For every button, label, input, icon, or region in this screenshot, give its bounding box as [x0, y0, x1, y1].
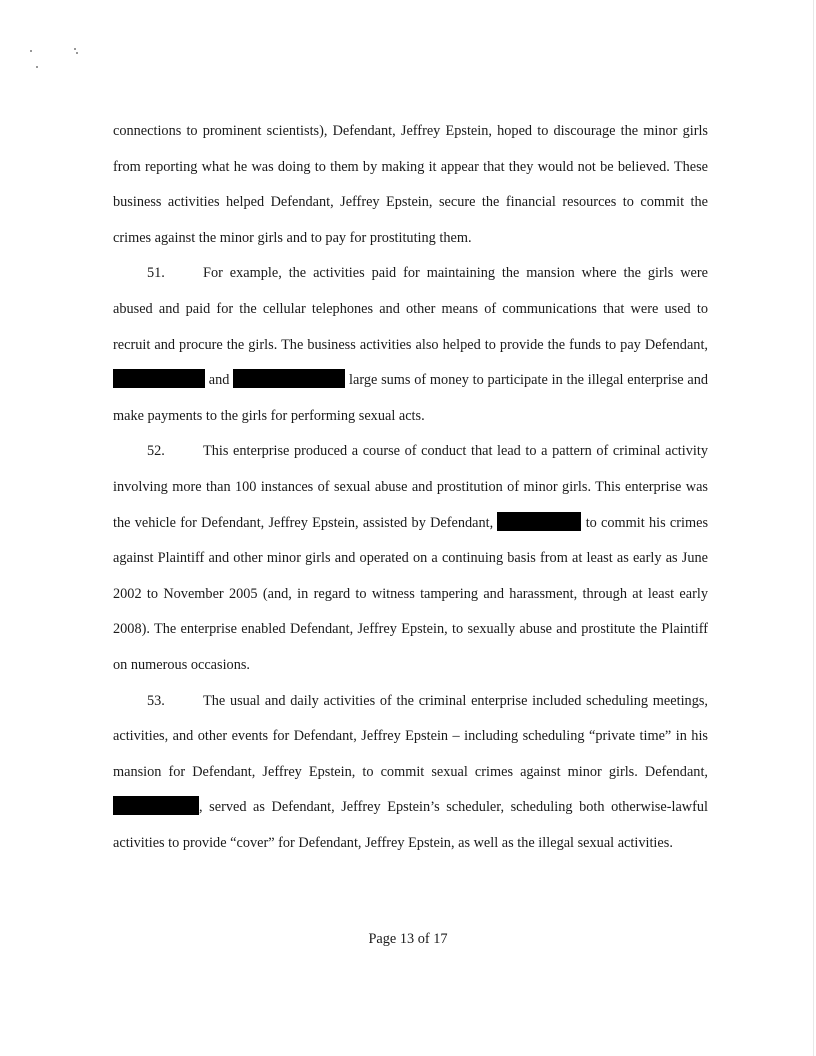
paragraph-number: 51. [147, 265, 165, 282]
paragraph-number: 52. [147, 443, 165, 460]
paragraph-text: This enterprise produced a course of conduct that lead to a pattern of criminal activity involving more than 100 instances of sexual abuse and prostitution of minor girls. This enterprise was the vehicle for Defendant, Jeffrey Epstein, assisted by Defendant, [113, 443, 708, 531]
redaction-box [113, 796, 199, 815]
scan-edge [813, 0, 814, 1056]
paragraph-text: to commit his crimes against Plaintiff and other minor girls and operated on a continuing basis from at least as early as June 2002 to November 2005 (and, in regard to witness tampering and harassment, through at least early 2008). The enterprise enabled Defendant, Jeffrey Epstein, to sexually abuse and prostitute the Plaintiff on numerous occasions. [113, 514, 709, 673]
page-footer: Page 13 of 17 [368, 931, 448, 947]
paragraph-text: , served as Defendant, Jeffrey Epstein’s scheduler, scheduling both otherwise-lawful activities to provide “cover” for Defendant, Jeffrey Epstein, as well as the illegal sexual activities. [113, 799, 708, 851]
redaction-box [113, 369, 205, 388]
paragraph-53 [113, 684, 708, 862]
paragraph-51 [113, 256, 708, 434]
paragraph-text: For example, the activities paid for maintaining the mansion where the girls were abused and paid for the cellular telephones and other means of communications that were used to recruit and procure the girls. The business activities also helped to provide the funds to pay Defendant, [113, 265, 708, 353]
redaction-box [497, 512, 581, 531]
paragraph-intro: connections to prominent scientists), Defendant, Jeffrey Epstein, hoped to discourage the minor girls from reporting what he was doing to them by making it appear that they would not be believed. These business activities helped Defendant, Jeffrey Epstein, secure the financial resources to commit the crimes against the minor girls and to pay for prostituting them. [113, 123, 708, 246]
paragraph-text: large sums of money to participate in the illegal enterprise and make payments to the girls for performing sexual acts. [113, 372, 709, 424]
scan-specks [28, 40, 88, 80]
paragraph-52 [113, 434, 708, 683]
redaction-box [233, 369, 345, 388]
paragraph-text: The usual and daily activities of the criminal enterprise included scheduling meetings, activities, and other events for Defendant, Jeffrey Epstein – including scheduling “private time” in his mansion for Defendant, Jeffrey Epstein, to commit sexual crimes against minor girls. Defendant, [113, 692, 708, 780]
paragraph-number: 53. [147, 692, 165, 709]
paragraph-text: and [208, 372, 230, 389]
body-text [113, 114, 708, 861]
